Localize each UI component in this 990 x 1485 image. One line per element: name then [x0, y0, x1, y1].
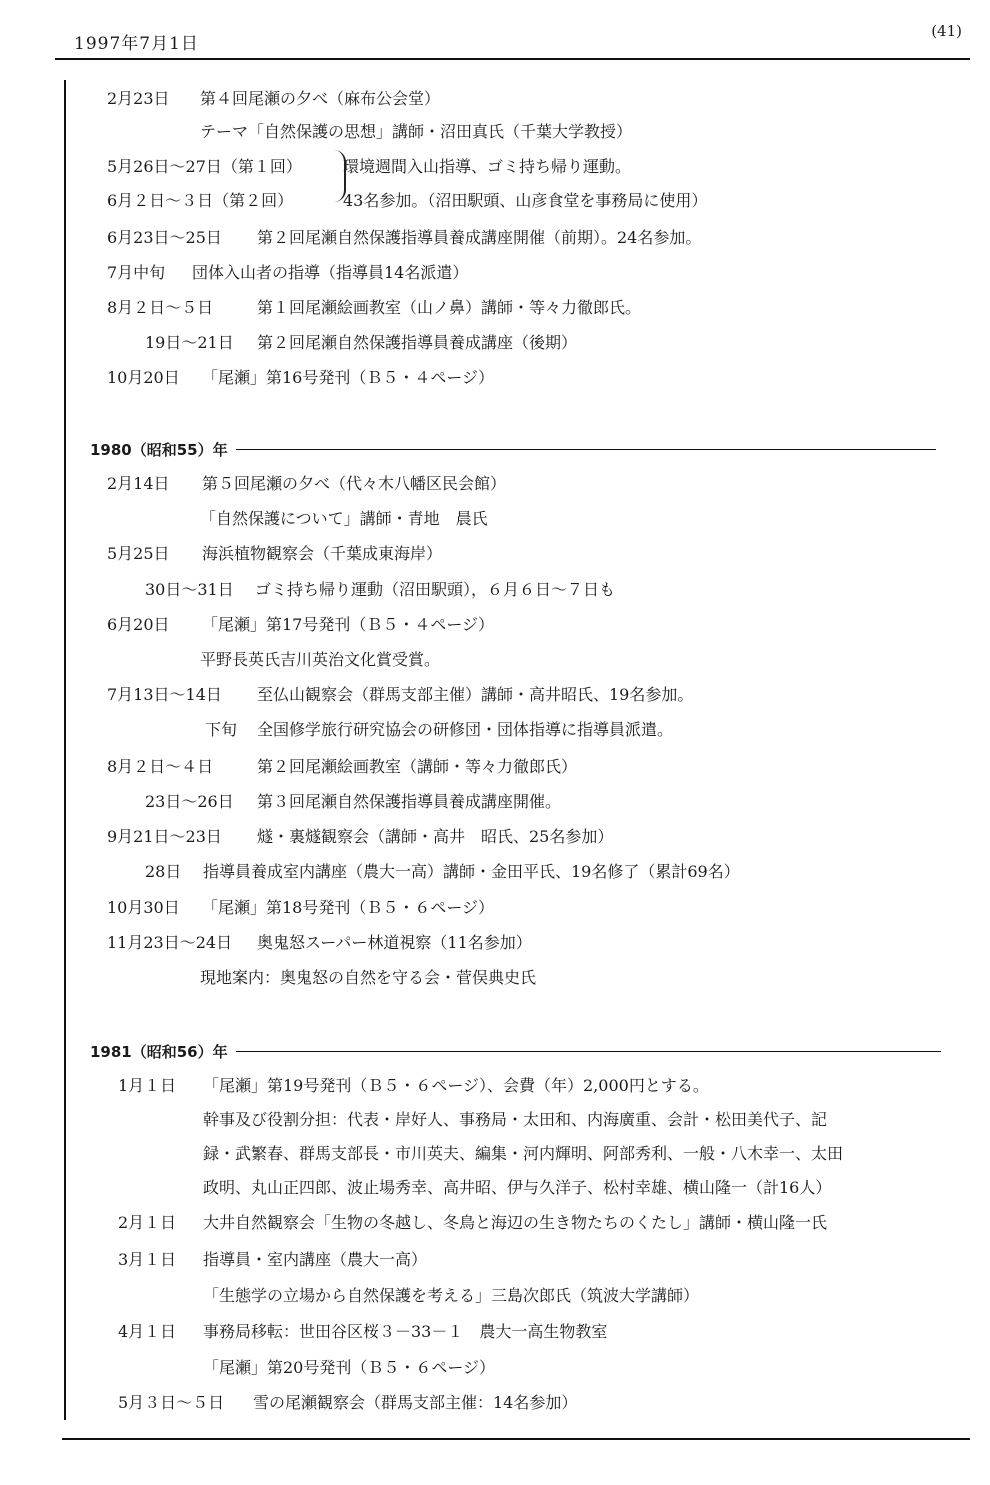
entry: 11月23日～24日 奥鬼怒スーパー林道視察（11名参加）: [107, 933, 532, 952]
top-rule: [55, 58, 970, 60]
entry: 「生態学の立場から自然保護を考える」三島次郎氏（筑波大学講師）: [203, 1286, 700, 1305]
entry: 下旬 全国修学旅行研究協会の研修団・団体指導に指導員派遣。: [205, 720, 674, 739]
entry: 2月23日 第４回尾瀬の夕べ（麻布公会堂）: [107, 89, 441, 108]
entry: 「尾瀬」第20号発刊（Ｂ５・６ページ）: [203, 1358, 496, 1377]
entry: 19日～21日 第２回尾瀬自然保護指導員養成講座（後期）: [145, 333, 578, 352]
entry: 28日 指導員養成室内講座（農大一高）講師・金田平氏、19名修了（累計69名）: [145, 862, 740, 881]
left-margin-rule: [64, 80, 66, 1420]
entry: 3月１日 指導員・室内講座（農大一高）: [118, 1250, 428, 1269]
entry: 30日～31日 ゴミ持ち帰り運動（沼田駅頭），６月６日～７日も: [145, 580, 616, 599]
entry: 6月20日 「尾瀬」第17号発刊（Ｂ５・４ページ）: [107, 615, 495, 634]
entry: 録・武繁春、群馬支部長・市川英夫、編集・河内輝明、阿部秀利、一般・八木幸一、太田: [203, 1144, 844, 1163]
entry: 5月25日 海浜植物観察会（千葉成東海岸）: [107, 544, 443, 563]
entry: 2月１日 大井自然観察会「生物の冬越し、冬鳥と海辺の生き物たちのくたし」講師・横山隆一氏: [118, 1213, 828, 1232]
entry: 政明、丸山正四郎、波止場秀幸、高井昭、伊与久洋子、松村幸雄、横山隆一（計16人）: [203, 1178, 832, 1197]
entry: 5月３日～５日 雪の尾瀬観察会（群馬支部主催：14名参加）: [118, 1393, 578, 1412]
page-number: (41): [931, 22, 962, 40]
entry: 「自然保護について」講師・青地 晨氏: [200, 509, 488, 528]
entry: 8月２日～４日 第２回尾瀬絵画教室（講師・等々力徹郎氏）: [107, 757, 578, 776]
year-heading-1980: 1980（昭和55）年: [90, 439, 936, 460]
entry: 6月２日～３日（第２回） 43名参加。（沼田駅頭、山彦食堂を事務局に使用）: [107, 191, 708, 210]
entry: 9月21日～23日 燧・裏燧観察会（講師・高井 昭氏、25名参加）: [107, 827, 614, 846]
bottom-rule: [62, 1438, 970, 1440]
entry: 7月13日～14日 至仏山観察会（群馬支部主催）講師・高井昭氏、19名参加。: [107, 685, 694, 704]
entry: 8月２日～５日 第１回尾瀬絵画教室（山ノ鼻）講師・等々力徹郎氏。: [107, 298, 642, 317]
header-date: 1997年7月1日: [74, 34, 199, 54]
entry: 平野長英氏吉川英治文化賞受賞。: [200, 650, 441, 669]
entry: 23日～26日 第３回尾瀬自然保護指導員養成講座開催。: [145, 792, 562, 811]
entry: 10月20日 「尾瀬」第16号発刊（Ｂ５・４ページ）: [107, 368, 495, 387]
entry: 幹事及び役割分担：代表・岸好人、事務局・太田和、内海廣重、会計・松田美代子、記: [203, 1110, 828, 1129]
entry: 1月１日 「尾瀬」第19号発刊（Ｂ５・６ページ）、会費（年）2,000円とする。: [118, 1076, 709, 1095]
entry: 5月26日～27日（第１回） 環境週間入山指導、ゴミ持ち帰り運動。: [107, 157, 632, 176]
entry: 7月中旬 団体入山者の指導（指導員14名派遣）: [107, 263, 469, 282]
year-heading-1981: 1981（昭和56）年: [90, 1041, 941, 1062]
entry: テーマ「自然保護の思想」講師・沼田真氏（千葉大学教授）: [200, 122, 633, 141]
entry: 10月30日 「尾瀬」第18号発刊（Ｂ５・６ページ）: [107, 898, 495, 917]
entry: 現地案内：奥鬼怒の自然を守る会・菅俣典史氏: [200, 968, 537, 987]
entry: 2月14日 第５回尾瀬の夕べ（代々木八幡区民会館）: [107, 474, 507, 493]
entry: 6月23日～25日 第２回尾瀬自然保護指導員養成講座開催（前期）。24名参加。: [107, 228, 702, 247]
entry: 4月１日 事務局移転：世田谷区桜３－33－１ 農大一高生物教室: [118, 1322, 608, 1341]
